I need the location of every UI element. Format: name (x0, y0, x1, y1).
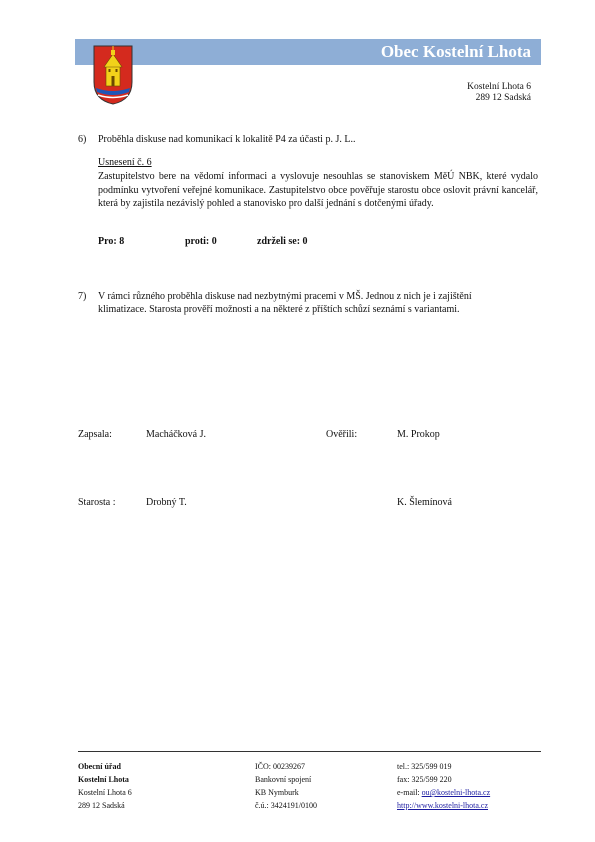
footer-bank (255, 760, 317, 812)
coat-of-arms-icon (92, 44, 134, 106)
recorded-name: Macháčková J. (146, 429, 206, 440)
address-line-2: 289 12 Sadská (475, 93, 531, 103)
footer-office (78, 760, 132, 812)
footer-bank-line: IČO: 00239267 (255, 762, 305, 771)
footer-bank-line: č.ú.: 3424191/0100 (255, 801, 317, 810)
footer-email-row (397, 786, 490, 799)
item-6-number: 6) (78, 134, 87, 145)
footer-office-line: Kostelní Lhota 6 (78, 788, 132, 797)
municipality-title: Obec Kostelní Lhota (380, 42, 531, 61)
footer-divider (78, 751, 541, 752)
footer-office-line: Obecní úřad (78, 762, 121, 771)
item-7-number: 7) (78, 291, 87, 302)
email-label: e-mail: (397, 788, 420, 797)
mayor-label: Starosta : (78, 497, 116, 508)
vote-against: proti: 0 (185, 236, 217, 247)
item-7-line-1: V rámci různého proběhla diskuse nad nezbytnými pracemi v MŠ. Jednou z nich je i zajištění (98, 291, 472, 302)
resolution-text: Zastupitelstvo bere na vědomí informaci a vyslovuje nesouhlas se stanoviskem MěÚ NBK, které vydalo podmínku vytvoření veřejné komunikace. Zastupitelstvo obce pověřuje starostu obce oslovit právní kancelář, která by zajistila nezávislý pohled a stanovisko pro další jednání s dotčenými úřady. (98, 171, 538, 209)
footer-bank-line: Bankovní spojení (255, 775, 312, 784)
website-link[interactable]: http://www.kostelni-lhota.cz (397, 801, 489, 810)
footer-bank-line: KB Nymburk (255, 788, 299, 797)
verified-label: Ověřili: (326, 429, 358, 440)
email-link[interactable]: ou@kostelni-lhota.cz (421, 788, 491, 797)
vote-for: Pro: 8 (98, 236, 125, 247)
verified-name: M. Prokop (397, 429, 440, 440)
item-6-text: Proběhla diskuse nad komunikací k lokalitě P4 za účasti p. J. L.. (98, 134, 356, 145)
footer-tel: tel.: 325/599 019 (397, 762, 452, 771)
header-bar (75, 39, 541, 65)
footer-contact (397, 760, 490, 812)
recorded-label: Zapsala: (78, 429, 112, 440)
item-7-line-2: klimatizace. Starosta prověří možnosti a na některé z příštích schůzí seznámí s variantami. (98, 304, 460, 315)
footer-office-line: Kostelní Lhota (78, 775, 129, 784)
vote-abstain: zdrželi se: 0 (257, 236, 308, 247)
mayor-name: Drobný T. (146, 497, 187, 508)
footer-fax: fax: 325/599 220 (397, 775, 452, 784)
resolution-title: Usnesení č. 6 (98, 157, 152, 168)
address-line-1: Kostelní Lhota 6 (467, 82, 531, 92)
second-verifier-name: K. Šlemínová (397, 497, 452, 508)
footer-office-line: 289 12 Sadská (78, 801, 125, 810)
